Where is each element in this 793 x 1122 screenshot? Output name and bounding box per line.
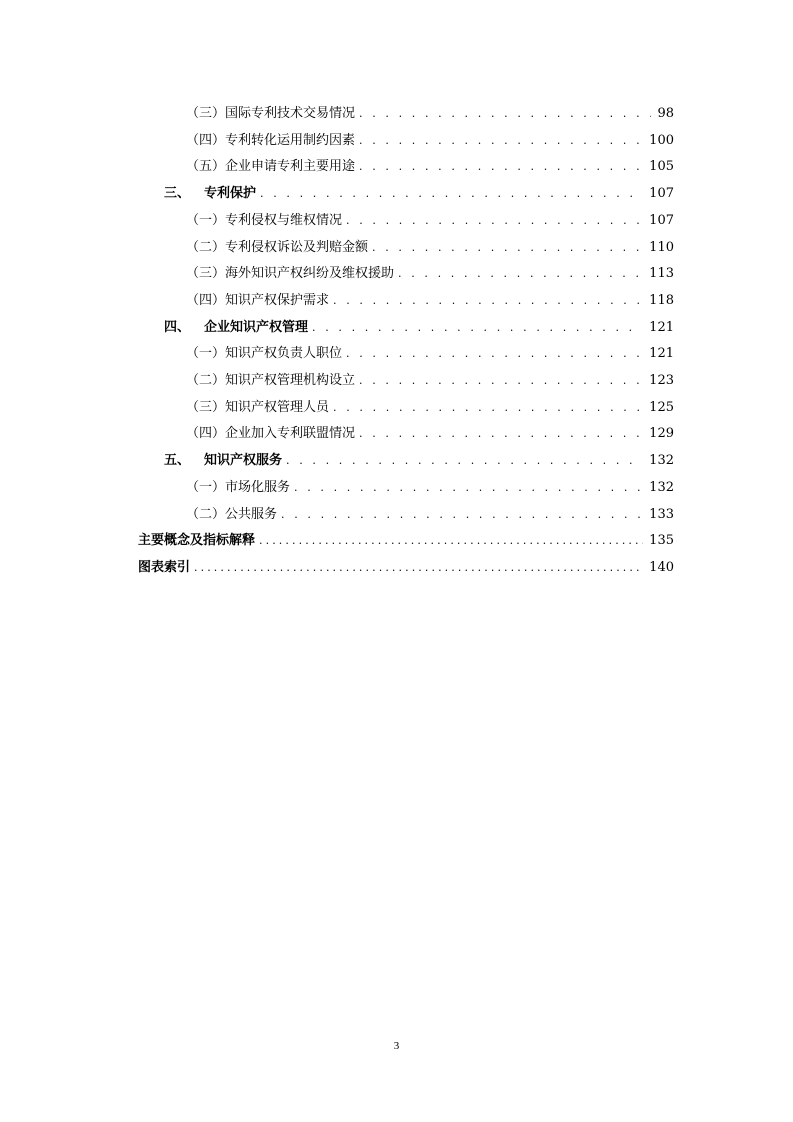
toc-entry[interactable] xyxy=(186,342,674,362)
toc-entry[interactable] xyxy=(186,369,674,389)
toc-dot-leader xyxy=(312,320,643,336)
toc-entry[interactable] xyxy=(186,476,674,496)
toc-entry-title xyxy=(138,533,259,549)
toc-entry[interactable] xyxy=(186,396,674,416)
toc-entry-text: 专利保护 xyxy=(204,186,257,201)
toc-entry-title xyxy=(138,560,194,576)
toc-entry-page: 100 xyxy=(649,133,674,148)
toc-dot-leader xyxy=(333,400,643,416)
toc-entry-page: 129 xyxy=(649,426,674,441)
toc-entry-page: 121 xyxy=(649,346,674,361)
toc-entry-number: 五、 xyxy=(164,453,191,468)
toc-entry-text: 知识产权服务 xyxy=(204,453,283,468)
toc-entry-title xyxy=(186,266,398,282)
toc-entry-text: （三）国际专利技术交易情况 xyxy=(186,106,356,121)
toc-dot-leader xyxy=(286,453,643,469)
toc-entry[interactable] xyxy=(186,236,674,256)
toc-entry-number: 三、 xyxy=(164,186,191,201)
toc-entry-title xyxy=(186,133,359,149)
toc-entry-page: 110 xyxy=(649,240,674,255)
toc-entry-page: 98 xyxy=(657,106,674,121)
toc-entry-text: 企业知识产权管理 xyxy=(204,320,309,335)
toc-dot-leader xyxy=(359,106,651,122)
toc-entry-title xyxy=(186,240,372,256)
toc-entry-text: （二）公共服务 xyxy=(186,507,278,522)
toc-entry-title xyxy=(164,186,260,202)
toc-entry[interactable] xyxy=(164,182,674,202)
toc-dot-leader xyxy=(346,346,643,362)
toc-entry-page: 123 xyxy=(649,373,674,388)
toc-entry-page: 113 xyxy=(649,266,674,281)
toc-entry-number: 四、 xyxy=(164,320,191,335)
toc-dot-leader xyxy=(359,133,643,149)
toc-dot-leader xyxy=(359,373,643,389)
toc-entry-page: 125 xyxy=(649,400,674,415)
toc-entry-page: 140 xyxy=(649,560,674,575)
toc-entry-text: （二）专利侵权诉讼及判赔金额 xyxy=(186,240,369,255)
toc-entry-text: （三）海外知识产权纠纷及维权援助 xyxy=(186,266,395,281)
toc-dot-leader xyxy=(281,507,643,523)
toc-entry-page: 135 xyxy=(649,533,674,548)
toc-dot-leader xyxy=(359,159,643,175)
toc-dot-leader xyxy=(294,480,643,496)
toc-entry-title xyxy=(186,213,346,229)
toc-entry-text: （五）企业申请专利主要用途 xyxy=(186,159,356,174)
toc-entry[interactable] xyxy=(164,316,674,336)
toc-entry-text: （四）专利转化运用制约因素 xyxy=(186,133,356,148)
toc-entry[interactable] xyxy=(186,155,674,175)
toc-entry-text: （四）企业加入专利联盟情况 xyxy=(186,426,356,441)
toc-entry[interactable] xyxy=(164,449,674,469)
toc-entry-title xyxy=(186,400,333,416)
toc-dot-leader xyxy=(372,240,643,256)
toc-entry-text: （一）专利侵权与维权情况 xyxy=(186,213,343,228)
toc-entry[interactable] xyxy=(186,503,674,523)
toc-entry-title xyxy=(186,346,346,362)
toc-entry-title xyxy=(186,293,333,309)
toc-entry-page: 121 xyxy=(649,320,674,335)
toc-entry-text: （三）知识产权管理人员 xyxy=(186,400,330,415)
toc-entry-title xyxy=(186,159,359,175)
toc-entry-page: 105 xyxy=(649,159,674,174)
toc-entry-text: 图表索引 xyxy=(138,560,191,575)
toc-entry-text: （二）知识产权管理机构设立 xyxy=(186,373,356,388)
toc-entry-page: 133 xyxy=(649,507,674,522)
toc-entry[interactable] xyxy=(186,422,674,442)
toc-entry-page: 107 xyxy=(649,186,674,201)
page-number: 3 xyxy=(393,1040,400,1052)
toc-dot-leader xyxy=(398,266,643,282)
toc-entry-text: （一）市场化服务 xyxy=(186,480,291,495)
toc-dot-leader xyxy=(260,186,643,202)
toc-entry[interactable] xyxy=(186,289,674,309)
toc-entry-text: 主要概念及指标解释 xyxy=(138,533,256,548)
toc-entry[interactable] xyxy=(186,129,674,149)
toc-dot-leader xyxy=(259,533,643,549)
toc-entry[interactable] xyxy=(186,262,674,282)
toc-dot-leader xyxy=(194,560,643,576)
toc-entry[interactable] xyxy=(186,209,674,229)
toc-entry-page: 118 xyxy=(649,293,674,308)
toc-entry-page: 132 xyxy=(649,480,674,495)
toc-entry-page: 132 xyxy=(649,453,674,468)
toc-entry-page: 107 xyxy=(649,213,674,228)
toc-entry[interactable] xyxy=(138,556,674,576)
toc-entry-title xyxy=(164,453,286,469)
toc-dot-leader xyxy=(346,213,643,229)
toc-entry[interactable] xyxy=(186,102,674,122)
toc-dot-leader xyxy=(359,426,643,442)
toc-entry-title xyxy=(186,373,359,389)
toc-entry-title xyxy=(164,320,312,336)
toc-entry[interactable] xyxy=(138,529,674,549)
toc-entry-title xyxy=(186,426,359,442)
toc-entry-title xyxy=(186,480,294,496)
toc-entry-text: （一）知识产权负责人职位 xyxy=(186,346,343,361)
toc-entry-title xyxy=(186,106,359,122)
toc-entry-text: （四）知识产权保护需求 xyxy=(186,293,330,308)
toc-entry-title xyxy=(186,507,281,523)
toc-dot-leader xyxy=(333,293,643,309)
